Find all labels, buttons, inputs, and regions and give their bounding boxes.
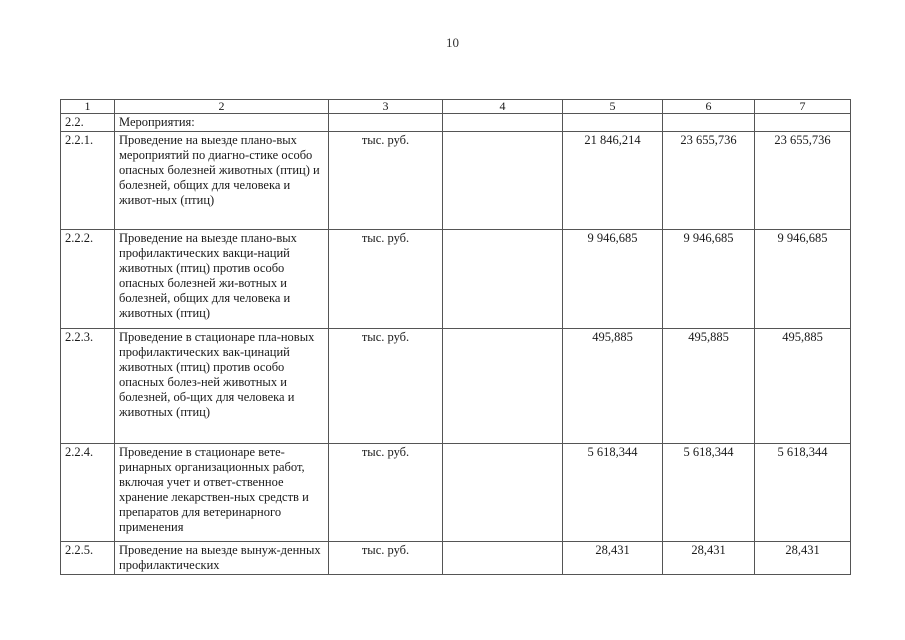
row-description: Проведение на выезде плано-вых мероприятий по диагно-стике особо опасных болезней животных (птиц) и болезней, общих для человека и живот-ных (птиц) xyxy=(115,132,329,230)
row-value-7: 23 655,736 xyxy=(755,132,851,230)
row-number: 2.2.3. xyxy=(61,329,115,444)
row-col4 xyxy=(443,230,563,329)
table-row xyxy=(61,230,851,329)
row-value-7: 28,431 xyxy=(755,542,851,575)
row-value-7: 5 618,344 xyxy=(755,444,851,542)
row-col4 xyxy=(443,132,563,230)
row-number: 2.2.1. xyxy=(61,132,115,230)
header-cell-1: 1 xyxy=(61,100,115,114)
table-row xyxy=(61,444,851,542)
row-number: 2.2.2. xyxy=(61,230,115,329)
row-value-6: 9 946,685 xyxy=(663,230,755,329)
row-number: 2.2.4. xyxy=(61,444,115,542)
empty-cell xyxy=(755,114,851,132)
header-cell-3: 3 xyxy=(329,100,443,114)
row-col4 xyxy=(443,329,563,444)
header-cell-4: 4 xyxy=(443,100,563,114)
row-col4 xyxy=(443,542,563,575)
row-value-7: 9 946,685 xyxy=(755,230,851,329)
row-value-5: 21 846,214 xyxy=(563,132,663,230)
section-row xyxy=(61,114,851,132)
row-value-5: 495,885 xyxy=(563,329,663,444)
row-value-6: 5 618,344 xyxy=(663,444,755,542)
row-description: Проведение в стационаре вете-ринарных организационных работ, включая учет и ответ-ственное хранение лекарствен-ных средств и препаратов для ветеринарного применения xyxy=(115,444,329,542)
table-header-row xyxy=(61,100,851,114)
row-number: 2.2.5. xyxy=(61,542,115,575)
row-unit: тыс. руб. xyxy=(329,542,443,575)
row-value-6: 28,431 xyxy=(663,542,755,575)
row-value-5: 5 618,344 xyxy=(563,444,663,542)
row-value-5: 28,431 xyxy=(563,542,663,575)
header-cell-2: 2 xyxy=(115,100,329,114)
row-description: Проведение на выезде плано-вых профилактических вакци-наций животных (птиц) против особо опасных болезней жи-вотных и болезней, общих для человека и животных (птиц) xyxy=(115,230,329,329)
empty-cell xyxy=(329,114,443,132)
row-description: Проведение в стационаре пла-новых профилактических вак-цинаций животных (птиц) против особо опасных болез-ней животных и болезней, об-щих для человека и животных (птиц) xyxy=(115,329,329,444)
row-value-7: 495,885 xyxy=(755,329,851,444)
table-row xyxy=(61,132,851,230)
row-unit: тыс. руб. xyxy=(329,329,443,444)
empty-cell xyxy=(563,114,663,132)
row-unit: тыс. руб. xyxy=(329,132,443,230)
row-value-6: 23 655,736 xyxy=(663,132,755,230)
header-cell-7: 7 xyxy=(755,100,851,114)
budget-table xyxy=(60,99,851,575)
empty-cell xyxy=(663,114,755,132)
row-unit: тыс. руб. xyxy=(329,230,443,329)
empty-cell xyxy=(443,114,563,132)
row-col4 xyxy=(443,444,563,542)
table-row xyxy=(61,542,851,575)
section-label: Мероприятия: xyxy=(115,114,329,132)
table-row xyxy=(61,329,851,444)
page-number: 10 xyxy=(446,35,459,50)
row-description: Проведение на выезде вынуж-денных профилактических xyxy=(115,542,329,575)
row-value-5: 9 946,685 xyxy=(563,230,663,329)
header-cell-6: 6 xyxy=(663,100,755,114)
row-value-6: 495,885 xyxy=(663,329,755,444)
header-cell-5: 5 xyxy=(563,100,663,114)
row-unit: тыс. руб. xyxy=(329,444,443,542)
section-number: 2.2. xyxy=(61,114,115,132)
